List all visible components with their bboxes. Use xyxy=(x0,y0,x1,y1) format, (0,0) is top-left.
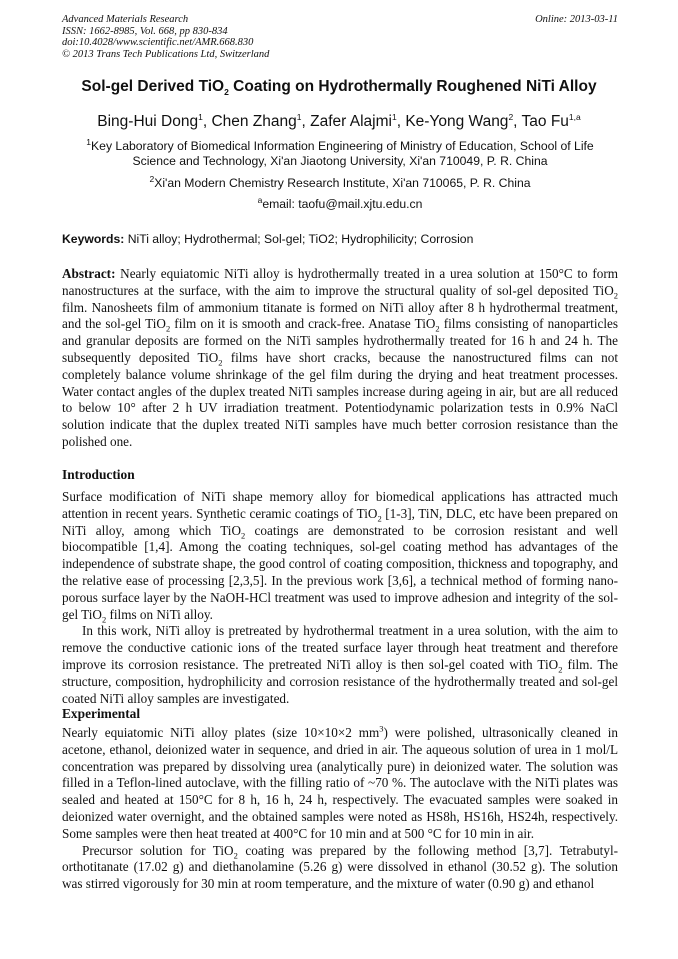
author: Tao Fu xyxy=(521,113,569,130)
keywords-text: NiTi alloy; Hydrothermal; Sol-gel; TiO2; Hydrophilicity; Corrosion xyxy=(124,232,474,246)
doi-line: doi:10.4028/www.scientific.net/AMR.668.830 xyxy=(62,37,254,49)
author: Chen Zhang xyxy=(211,113,297,130)
author: Ke-Yong Wang xyxy=(405,113,509,130)
affiliation-1: $^1$Key Laboratory of Biomedical Information Engineering of Ministry of Education, School of Life Science and Technology, Xi'an Jiaotong University, Xi'an 710049, P. R. China xyxy=(86,136,594,169)
section-heading-experimental: Experimental xyxy=(62,706,141,721)
experimental-body: Nearly equiatomic NiTi alloy plates (size 10×10×2 $mm^3$) were polished, ultrasonically cleaned in acetone, ethanol, deionized water in sequence, and dried in air. The aqueous solution of urea in 1 mol/L concentration was prepared by dissolving urea (analytically pure) in deionized water. The solution was filled in a Teflon-lined autoclave, with the filling ratio of ~70 %. The autoclave with the NiTi plates was sealed and heated at 150°C for 8 h, 16 h, 24 h, respectively. The evacuated samples were soaked in deionized water overnight, and the obtained samples were noted as HS8h, HS16h, HS24h, respectively. Some samples were then heat treated at 400°C for 10 min and at 500 °C for 10 min in air. Precursor solution for TiO$_2$ coating was prepared by the following method [3,7]. Tetrabutyl-orthotitanate (17.02 g) and diethanolamine (5.26 g) were dissolved in ethanol (30.52 g). The solution was stirred vigorously for 30 min at room temperature, and the mixture of water (0.90 g) and ethanol xyxy=(62,723,618,892)
abstract: Abstract: Nearly equiatomic NiTi alloy is hydrothermally treated in a urea solution at 150°C to form nanostructures at the surface, with the aim to improve the structural quality of sol-gel deposited TiO$_2$ film. Nanosheets film of ammonium titanate is formed on NiTi alloy after 8 h hydrothermal treatment, and the sol-gel TiO$_2$ film on it is smooth and crack-free. Anatase TiO$_2$ films consisting of nanoparticles and granular deposits are formed on the NiTi samples hydrothermally treated for 16 h and 24 h. The subsequently deposited TiO$_2$ films have short cracks, because the nanostructured films can not completely balance volume shrinkage of the gel film during the drying and heat treatment processes. Water contact angles of the duplex treated NiTi samples increase during ageing in air, but are all reduced to below 10° after 2 h UV irradiation treatment. Potentiodynamic polarization tests in 0.9% NaCl solution indicate that the duplex treated NiTi samples have much better corrosion resistance than the polished one. xyxy=(62,266,618,449)
keywords xyxy=(62,232,618,246)
paper-title: Sol-gel Derived TiO$_2$ Coating on Hydrothermally Roughened NiTi Alloy xyxy=(81,78,597,98)
introduction-body: Surface modification of NiTi shape memory alloy for biomedical applications has attracted much attention in recent years. Synthetic ceramic coatings of TiO$_2$ [1-3], TiN, DLC, etc have been prepared on NiTi alloy, among which TiO$_2$ coatings are demonstrated to be corrosion resistant and well biocompatible [1,4]. Among the coating techniques, sol-gel coating method has advantages of the independence of substrate shape, the good control of coating composition, thickness and topography, and the relative ease of processing [2,3,5]. In the previous work [3,6], a technical method of forming nano-porous surface layer by the NaOH-HCl treatment was used to improve adhesion and integrity of the sol-gel TiO$_2$ films on NiTi alloy. In this work, NiTi alloy is pretreated by hydrothermal treatment in a urea solution, with the aim to remove the conductive cationic ions of the treated surface layer through heat treatment and therefore improve its corrosion resistance. The pretreated NiTi alloy is then sol-gel coated with TiO$_2$ film. The structure, composition, hydrophilicity and corrosion resistance of the hydrothermally treated and sol-gel coated NiTi alloy samples are investigated. xyxy=(62,489,619,706)
abstract-label: Abstract: xyxy=(62,266,116,281)
corresponding-email: $^a$email: taofu@mail.xjtu.edu.cn xyxy=(257,194,423,211)
author: Bing-Hui Dong xyxy=(97,113,199,130)
journal-name: Advanced Materials Research xyxy=(62,14,189,25)
author: Zafer Alajmi xyxy=(310,113,392,130)
section-heading-introduction: Introduction xyxy=(62,467,135,482)
keywords-label: Keywords: xyxy=(62,232,125,246)
affiliation-2: $^2$Xi'an Modern Chemistry Research Institute, Xi'an 710065, P. R. China xyxy=(149,173,531,190)
online-date: Online: 2013-03-11 xyxy=(535,14,618,25)
author-list: Bing-Hui Dong$^1$, Chen Zhang$^1$, Zafer Alajmi$^1$, Ke-Yong Wang$^2$, Tao Fu$^{1,a}$ xyxy=(97,111,581,130)
issn-line: ISSN: 1662-8985, Vol. 668, pp 830-834 xyxy=(62,25,228,37)
journal-header xyxy=(62,14,618,60)
copyright-line: © 2013 Trans Tech Publications Ltd, Switzerland xyxy=(62,48,270,60)
